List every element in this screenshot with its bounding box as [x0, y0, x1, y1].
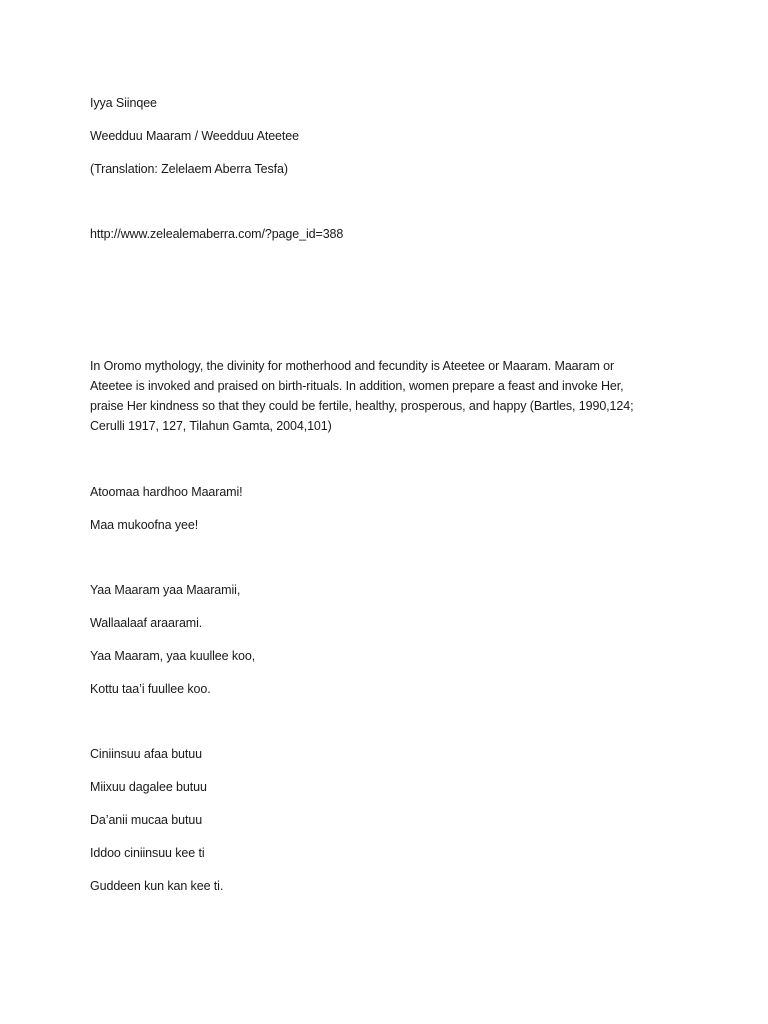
verse-line: Atoomaa hardhoo Maarami! — [90, 485, 243, 499]
verse-line: Guddeen kun kan kee ti. — [90, 879, 224, 893]
intro-line: Cerulli 1917, 127, Tilahun Gamta, 2004,101) — [90, 419, 332, 433]
source-url[interactable]: http://www.zelealemaberra.com/?page_id=388 — [90, 227, 344, 241]
verse-line: Kottu taa’i fuullee koo. — [90, 682, 211, 696]
intro-line: In Oromo mythology, the divinity for motherhood and fecundity is Ateetee or Maaram. Maaram or — [90, 359, 615, 373]
intro-line: praise Her kindness so that they could be fertile, healthy, prosperous, and happy (Bartles, 1990,124; — [90, 399, 634, 413]
intro-line: Ateetee is invoked and praised on birth-rituals. In addition, women prepare a feast and invoke Her, — [90, 379, 624, 393]
verse-line: Maa mukoofna yee! — [90, 518, 199, 532]
intro-paragraph — [90, 356, 670, 436]
poem-title: Weedduu Maaram / Weedduu Ateetee — [90, 129, 299, 143]
verse-line: Da’anii mucaa butuu — [90, 813, 203, 827]
verse-line: Wallaalaaf araarami. — [90, 616, 203, 630]
verse-line: Yaa Maaram yaa Maaramii, — [90, 583, 241, 597]
verse-line: Iddoo ciniinsuu kee ti — [90, 846, 205, 860]
verse-line: Yaa Maaram, yaa kuullee koo, — [90, 649, 256, 663]
author-line: Iyya Siinqee — [90, 96, 157, 110]
verse-line: Ciniinsuu afaa butuu — [90, 747, 202, 761]
verse-line: Miixuu dagalee butuu — [90, 780, 207, 794]
translation-credit: (Translation: Zelelaem Aberra Tesfa) — [90, 162, 288, 176]
